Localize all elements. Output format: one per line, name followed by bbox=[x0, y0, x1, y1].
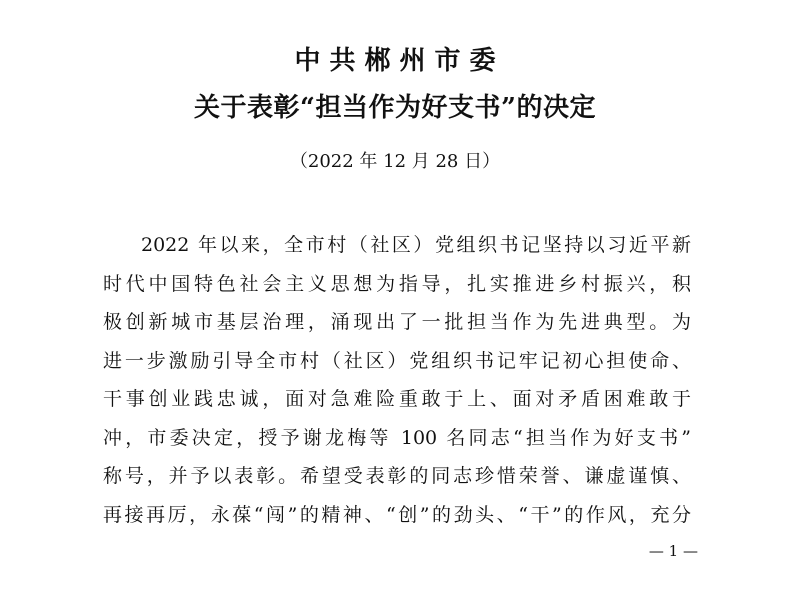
body-line: 再接再厉，永葆“闯”的精神、“创”的劲头、“干”的作风，充分 bbox=[103, 503, 691, 526]
document-title-line1: 中共郴州市委 bbox=[294, 46, 505, 76]
body-line: 称号，并予以表彰。希望受表彰的同志珍惜荣誉、谦虚谨慎、 bbox=[103, 465, 691, 487]
document-body bbox=[103, 226, 691, 534]
body-line: 干事创业践忠诚，面对急难险重敢于上、面对矛盾困难敢于 bbox=[103, 388, 691, 410]
page-number: — 1 — bbox=[648, 542, 698, 560]
body-line: 2022 年以来，全市村（社区）党组织书记坚持以习近平新 bbox=[141, 234, 691, 256]
body-line: 时代中国特色社会主义思想为指导，扎实推进乡村振兴，积 bbox=[103, 272, 691, 295]
body-line: 极创新城市基层治理，涌现出了一批担当作为先进典型。为 bbox=[103, 311, 691, 333]
document-date: （2022 年 12 月 28 日） bbox=[289, 151, 501, 172]
body-line: 进一步激励引导全市村（社区）党组织书记牢记初心担使命、 bbox=[103, 349, 691, 372]
body-line: 冲，市委决定，授予谢龙梅等 100 名同志“担当作为好支书” bbox=[103, 426, 691, 449]
document-title-line2: 关于表彰“担当作为好支书”的决定 bbox=[194, 93, 596, 123]
